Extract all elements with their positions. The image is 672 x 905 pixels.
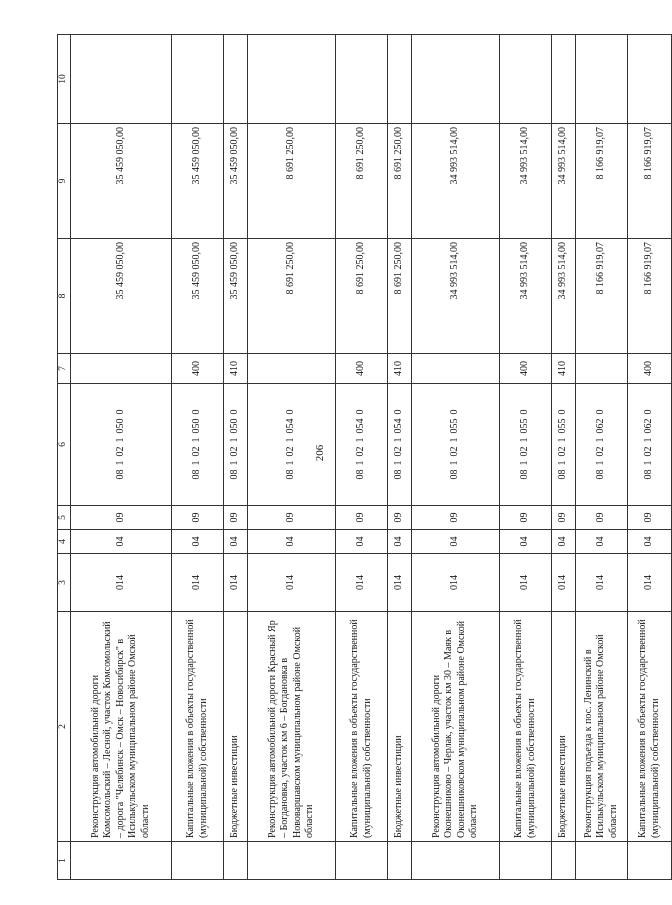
code-part: 1 (643, 437, 655, 443)
cell-c10 (576, 35, 628, 124)
budget-table (57, 34, 672, 880)
cell-c9: 34 993 514,00 (412, 124, 500, 239)
cell-c9: 8 166 919,07 (576, 124, 628, 239)
cell-c9: 8 166 919,07 (628, 124, 672, 239)
table-row (576, 35, 628, 880)
code-part: 1 (519, 460, 531, 466)
cell-c4: 04 (336, 530, 388, 554)
cell-c5: 09 (576, 506, 628, 530)
table-row (71, 35, 172, 880)
cell-c3: 014 (336, 554, 388, 612)
cell-col1 (500, 842, 552, 880)
code-part: 055 (449, 418, 461, 434)
cell-c4: 04 (248, 530, 336, 554)
cell-c7 (576, 354, 628, 384)
table-row (628, 35, 672, 880)
cell-c5: 09 (552, 506, 576, 530)
code-part: 1 (595, 437, 607, 443)
cell-c10 (336, 35, 388, 124)
code-part: 1 (643, 460, 655, 466)
cell-code (388, 384, 412, 506)
cell-col1 (412, 842, 500, 880)
cell-col1 (172, 842, 224, 880)
header-cell: 4 (58, 530, 71, 554)
header-cell: 3 (58, 554, 71, 612)
header-cell: 8 (58, 239, 71, 354)
cell-c8: 34 993 514,00 (412, 239, 500, 354)
cell-code (576, 384, 628, 506)
cell-c7: 400 (628, 354, 672, 384)
code-part: 0 (285, 409, 297, 415)
code-part: 050 (229, 418, 241, 434)
cell-c7: 400 (172, 354, 224, 384)
cell-name: Реконструкция автомобильной дороги Комсомольский – Лесной, участок Комсомольский – дорога "Челябинск – Омск – Новосибирск" в Исилькульском муниципальном районе Омской области (71, 612, 172, 842)
code-part: 08 (191, 469, 203, 480)
code-part: 1 (595, 460, 607, 466)
code-part: 0 (355, 409, 367, 415)
cell-c5: 09 (336, 506, 388, 530)
code-part: 08 (355, 469, 367, 480)
table-row (248, 35, 336, 880)
code-part: 0 (114, 409, 126, 415)
code-part: 08 (643, 469, 655, 480)
cell-code (224, 384, 248, 506)
page-number: 206 (314, 444, 326, 462)
cell-c9: 35 459 050,00 (172, 124, 224, 239)
cell-c8: 8 691 250,00 (336, 239, 388, 354)
cell-c4: 04 (388, 530, 412, 554)
cell-col1 (224, 842, 248, 880)
code-part: 08 (449, 469, 461, 480)
table-row (500, 35, 552, 880)
cell-code (552, 384, 576, 506)
cell-c7 (71, 354, 172, 384)
code-part: 1 (191, 460, 203, 466)
code-part: 0 (449, 409, 461, 415)
cell-c10 (224, 35, 248, 124)
code-part: 054 (285, 418, 297, 434)
cell-name: Реконструкция подъезда к пос. Ленинский в Исилькульском муниципальном районе Омской области (576, 612, 628, 842)
header-cell: 10 (58, 35, 71, 124)
cell-c5: 09 (172, 506, 224, 530)
cell-col1 (388, 842, 412, 880)
cell-c7: 410 (224, 354, 248, 384)
cell-c4: 04 (628, 530, 672, 554)
header-cell: 2 (58, 612, 71, 842)
code-part: 02 (191, 446, 203, 457)
code-part: 1 (393, 437, 405, 443)
code-part: 0 (595, 409, 607, 415)
cell-name: Капитальные вложения в объекты государственной (муниципальной) собственности (172, 612, 224, 842)
cell-c8: 34 993 514,00 (500, 239, 552, 354)
cell-name: Капитальные вложения в объекты государственной (муниципальной) собственности (336, 612, 388, 842)
cell-c4: 04 (500, 530, 552, 554)
code-part: 02 (393, 446, 405, 457)
cell-c3: 014 (248, 554, 336, 612)
code-part: 02 (595, 446, 607, 457)
header-cell: 1 (58, 842, 71, 880)
code-part: 1 (557, 437, 569, 443)
cell-c5: 09 (71, 506, 172, 530)
table-row (224, 35, 248, 880)
cell-c4: 04 (412, 530, 500, 554)
cell-c10 (552, 35, 576, 124)
code-part: 1 (114, 460, 126, 466)
code-part: 055 (519, 418, 531, 434)
cell-c7: 400 (336, 354, 388, 384)
code-part: 02 (229, 446, 241, 457)
cell-c5: 09 (500, 506, 552, 530)
cell-c3: 014 (628, 554, 672, 612)
cell-c10 (628, 35, 672, 124)
code-part: 050 (114, 418, 126, 434)
cell-c8: 35 459 050,00 (224, 239, 248, 354)
cell-c10 (388, 35, 412, 124)
header-row (58, 35, 71, 880)
table-row (412, 35, 500, 880)
cell-c8: 34 993 514,00 (552, 239, 576, 354)
code-part: 08 (393, 469, 405, 480)
cell-c8: 35 459 050,00 (172, 239, 224, 354)
cell-name: Капитальные вложения в объекты государственной (муниципальной) собственности (500, 612, 552, 842)
code-part: 055 (557, 418, 569, 434)
code-part: 0 (393, 409, 405, 415)
cell-name: Бюджетные инвестиции (388, 612, 412, 842)
code-part: 1 (355, 460, 367, 466)
cell-name: Бюджетные инвестиции (224, 612, 248, 842)
cell-c9: 8 691 250,00 (388, 124, 412, 239)
cell-c5: 09 (388, 506, 412, 530)
cell-c4: 04 (172, 530, 224, 554)
cell-c3: 014 (500, 554, 552, 612)
cell-c9: 34 993 514,00 (552, 124, 576, 239)
cell-c9: 34 993 514,00 (500, 124, 552, 239)
code-part: 08 (285, 469, 297, 480)
code-part: 08 (114, 469, 126, 480)
code-part: 1 (114, 437, 126, 443)
code-part: 1 (191, 437, 203, 443)
code-part: 02 (519, 446, 531, 457)
code-part: 062 (595, 418, 607, 434)
cell-c7 (412, 354, 500, 384)
cell-c9: 8 691 250,00 (336, 124, 388, 239)
cell-c3: 014 (388, 554, 412, 612)
cell-c3: 014 (224, 554, 248, 612)
cell-c3: 014 (576, 554, 628, 612)
cell-c7 (248, 354, 336, 384)
cell-name: Бюджетные инвестиции (552, 612, 576, 842)
cell-c8: 35 459 050,00 (71, 239, 172, 354)
code-part: 1 (393, 460, 405, 466)
cell-c4: 04 (552, 530, 576, 554)
cell-code (500, 384, 552, 506)
code-part: 054 (393, 418, 405, 434)
cell-name: Реконструкция автомобильной дороги Красный Яр – Богдановка, участок км 6 – Богдановка в Нововаршавском муниципальном районе Омской области (248, 612, 336, 842)
cell-c5: 09 (628, 506, 672, 530)
cell-c10 (248, 35, 336, 124)
table-row (172, 35, 224, 880)
cell-c10 (500, 35, 552, 124)
code-part: 1 (285, 460, 297, 466)
cell-c4: 04 (576, 530, 628, 554)
cell-c8: 8 691 250,00 (388, 239, 412, 354)
code-part: 08 (595, 469, 607, 480)
cell-c10 (71, 35, 172, 124)
table-body (58, 35, 672, 880)
header-cell: 7 (58, 354, 71, 384)
code-part: 0 (229, 409, 241, 415)
code-part: 1 (355, 437, 367, 443)
cell-code (172, 384, 224, 506)
cell-c5: 09 (412, 506, 500, 530)
code-part: 02 (557, 446, 569, 457)
cell-c7: 410 (388, 354, 412, 384)
cell-c9: 35 459 050,00 (224, 124, 248, 239)
cell-c10 (412, 35, 500, 124)
cell-code (248, 384, 336, 506)
table-row (388, 35, 412, 880)
cell-col1 (336, 842, 388, 880)
code-part: 1 (449, 460, 461, 466)
cell-code (628, 384, 672, 506)
code-part: 08 (557, 469, 569, 480)
code-part: 08 (229, 469, 241, 480)
code-part: 0 (191, 409, 203, 415)
cell-name: Реконструкция автомобильной дороги Оконешниково – Черлак, участок км 30 – Маяк в Оконешниковском муниципальном районе Омской области (412, 612, 500, 842)
rotated-page-content (57, 35, 661, 880)
cell-c3: 014 (552, 554, 576, 612)
header-cell: 6 (58, 384, 71, 506)
code-part: 02 (643, 446, 655, 457)
code-part: 08 (519, 469, 531, 480)
code-part: 0 (519, 409, 531, 415)
cell-c8: 8 166 919,07 (628, 239, 672, 354)
cell-code (336, 384, 388, 506)
code-part: 050 (191, 418, 203, 434)
cell-c3: 014 (412, 554, 500, 612)
code-part: 02 (285, 446, 297, 457)
cell-c7: 400 (500, 354, 552, 384)
code-part: 1 (519, 437, 531, 443)
code-part: 1 (229, 437, 241, 443)
header-cell: 9 (58, 124, 71, 239)
cell-c9: 8 691 250,00 (248, 124, 336, 239)
cell-c4: 04 (71, 530, 172, 554)
cell-code (412, 384, 500, 506)
cell-c5: 09 (224, 506, 248, 530)
cell-c3: 014 (71, 554, 172, 612)
cell-c4: 04 (224, 530, 248, 554)
cell-col1 (576, 842, 628, 880)
cell-c5: 09 (248, 506, 336, 530)
cell-c9: 35 459 050,00 (71, 124, 172, 239)
cell-col1 (248, 842, 336, 880)
table-row (552, 35, 576, 880)
cell-c7: 410 (552, 354, 576, 384)
cell-col1 (552, 842, 576, 880)
cell-col1 (628, 842, 672, 880)
code-part: 0 (643, 409, 655, 415)
code-part: 1 (229, 460, 241, 466)
code-part: 1 (449, 437, 461, 443)
cell-c3: 014 (172, 554, 224, 612)
code-part: 054 (355, 418, 367, 434)
cell-name: Капитальные вложения в объекты государственной (муниципальной) собственности (628, 612, 672, 842)
header-cell: 5 (58, 506, 71, 530)
code-part: 062 (643, 418, 655, 434)
table-row (336, 35, 388, 880)
cell-c10 (172, 35, 224, 124)
cell-c8: 8 166 919,07 (576, 239, 628, 354)
code-part: 02 (355, 446, 367, 457)
code-part: 0 (557, 409, 569, 415)
cell-col1 (71, 842, 172, 880)
code-part: 1 (285, 437, 297, 443)
code-part: 02 (449, 446, 461, 457)
code-part: 02 (114, 446, 126, 457)
cell-c8: 8 691 250,00 (248, 239, 336, 354)
cell-code (71, 384, 172, 506)
code-part: 1 (557, 460, 569, 466)
